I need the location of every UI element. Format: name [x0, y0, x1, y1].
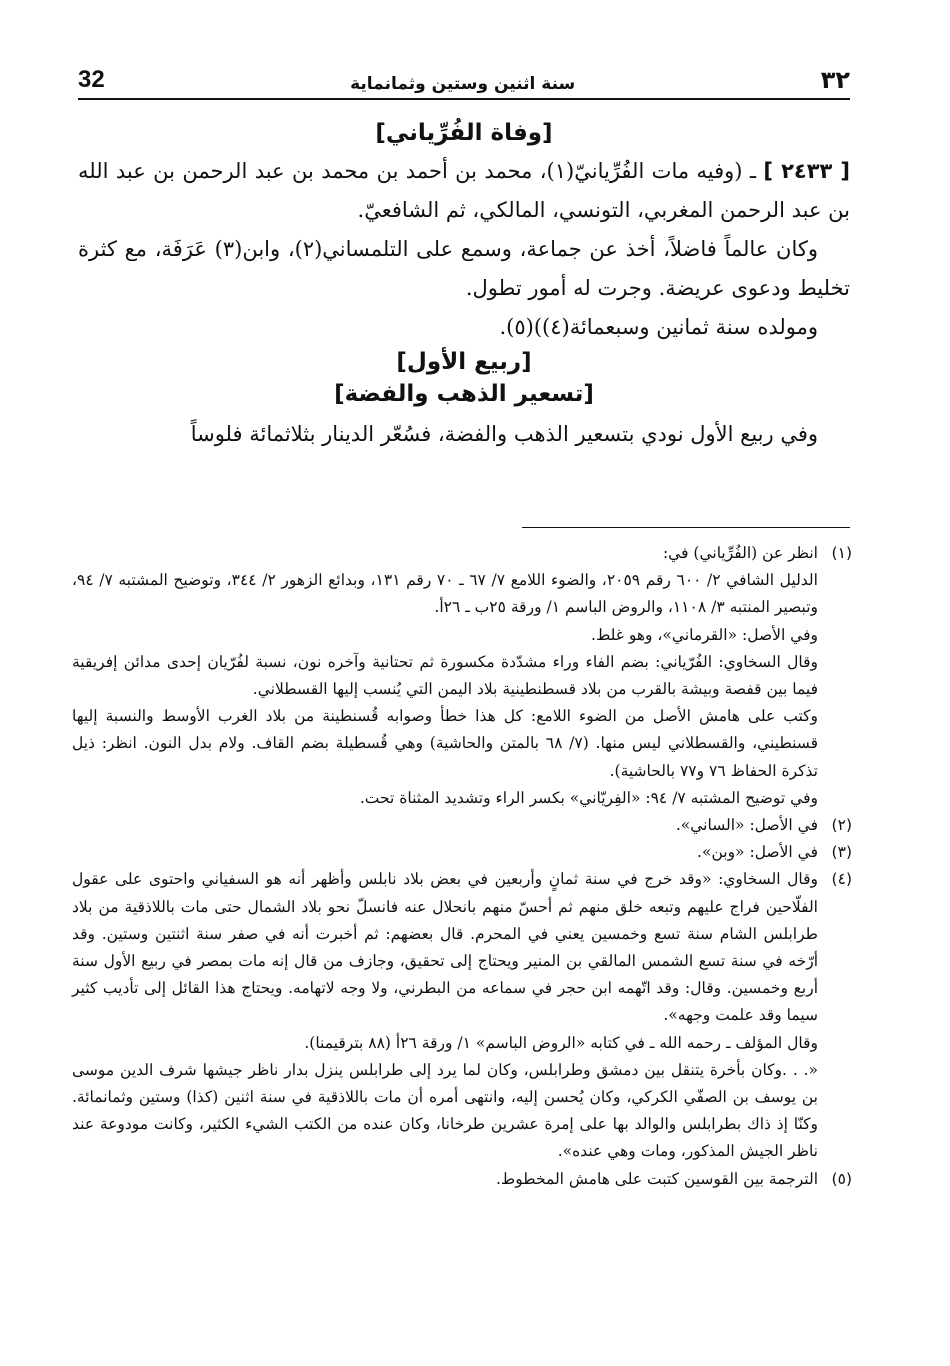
footnote-separator [522, 527, 850, 528]
footnote-line: في الأصل: «وبن». [697, 843, 818, 862]
section-heading-death: [وفاة الفُرِّياني] [375, 120, 553, 146]
page-number-latin: 32 [78, 66, 105, 93]
footnote-number: (٤) [831, 870, 852, 889]
page-number-arabic: ٣٢ [820, 66, 850, 94]
footnote-line: وفي الأصل: «القرماني»، وهو غلط. [591, 625, 818, 644]
footnote-line: وقال السخاوي: «وقد خرج في سنة ثمانٍ وأربعين في بعض بلاد نابلس وأظهر أنه هو السفياني واحتوى على عقول الفلّاحين فراج عليهم وتبعه خلق منهم ثم أحسّ منهم بانحلال عنه فانسلّ نحو بلاد الشمال حتى مات باللاذقية من بلاد طرابلس الشام سنة تسع وخمسين يعني في المحرم. قال بعضهم: ثم أخبرت أنه في صفر سنة اثنتين وستين. وقد أرّخه في سنة تسع الشمس المالقي بن المنير ويحتاج إلى تحقيق، وجازف من قال إنه مات بمصر في ربيع الأول سنة أربع وخمسين. وقال: وقد اتّهمه ابن حجر في سماعه من البطرني، ولا وجه لاتهامه. ويحتاج هذا القائل إلى تأديب كثير سيما وقد علمت وجهه». [72, 870, 818, 1025]
footnote [72, 812, 852, 839]
footnote-line: الدليل الشافي ٢/ ٦٠٠ رقم ٢٠٥٩، والضوء اللامع ٧/ ٦٧ ـ ٧٠ رقم ١٣١، وبدائع الزهور ٢/ ٣٤٤، وتوضيح المشتبه ٧/ ٩٤، وتبصير المنتبه ٣/ ١١٠٨، والروض الباسم ١/ ورقة ٢٥ب ـ ٢٦أ. [72, 571, 818, 617]
section-heading-prices: [تسعير الذهب والفضة] [334, 381, 594, 407]
entry-number: [ ٢٤٣٣ ] [763, 159, 850, 183]
footnote-line: وقال المؤلف ـ رحمه الله ـ في كتابه «الروض الباسم» ١/ ورقة ٢٦أ (٨٨ بترقيمنا). [304, 1033, 818, 1052]
footnote-line: انظر عن (الفُرِّياني) في: [662, 544, 818, 562]
page-header [78, 58, 850, 100]
main-text [78, 120, 850, 454]
entry-text: ـ (وفيه مات الفُرِّيانيّ(١)، محمد بن أحمد بن محمد بن عبد الرحمن بن عبد الله بن عبد الرحمن المغربي، التونسي، المالكي، ثم الشافعيّ. [78, 159, 850, 222]
footnote [72, 866, 852, 1165]
footnote-line: الترجمة بين القوسين كتبت على هامش المخطوط. [496, 1169, 818, 1188]
footnote [72, 540, 852, 812]
footnote [72, 839, 852, 866]
entry-paragraph [78, 152, 850, 230]
footnote-line: وكتب على هامش الأصل من الضوء اللامع: كل هذا خطأ وصوابه قُسنطينة من بلاد الغرب الأوسط والنسبة إليها قسنطيني، والقسطلاني ليس منها. (٧/ ٦٨ بالمتن والحاشية) وهي قُسطيلة بضم القاف. ولام بدل النون. انظر: ذيل تذكرة الحفاظ ٧٦ و٧٧ بالحاشية). [72, 707, 819, 780]
paragraph-3: ومولده سنة ثمانين وسبعمائة(٤))(٥). [499, 315, 818, 339]
footnote-body [72, 866, 818, 1165]
running-title: سنة اثنين وستين وثمانماية [350, 74, 576, 94]
footnote-line: وقال السخاوي: الفُرّياني: بضم الفاء وراء مشدّدة مكسورة ثم تحتانية وآخره نون، نسبة لفُرّيان إحدى مدائن إفريقية فيما بين قفصة وبيشة بالقرب من بلاد قسطنطينية بلاد اليمن التي يُنسب إليها القسطلاني. [72, 652, 818, 699]
footnote-line: وفي توضيح المشتبه ٧/ ٩٤: «الفِريّاني» بكسر الراء وتشديد المثناة تحت. [359, 788, 818, 807]
footnote-body [72, 812, 818, 839]
footnote-body [72, 540, 818, 812]
footnote-line: «. . .وكان بأخرة يتنقل بين دمشق وطرابلس، وكان لما يرد إلى طرابلس ينزل بدار ناظر جيشها شرف الدين موسى بن يوسف بن الصفّي الكركي، وكان يُحسن إليه، وانتهى أمره أن مات باللاذقية في سنة اثنين (كذا) وستين وثمانمائة. وكنّا إذ ذاك بطرابلس والوالد بها على إمرة عشرين طرخانا، وكان عنده من الكتب الشيء الكثير، وكانت مودوعة عند ناظر الجيش المذكور، ومات وهي عنده». [72, 1060, 818, 1161]
footnote-number: (٣) [831, 843, 852, 862]
footnote-body [72, 839, 818, 866]
section-heading-month: [ربيع الأول] [396, 349, 532, 375]
footnote-number: (٢) [831, 816, 852, 835]
footnote-line: في الأصل: «الساني». [675, 816, 818, 835]
footnote-body [72, 1166, 818, 1193]
paragraph-4: وفي ربيع الأول نودي بتسعير الذهب والفضة، فسُعّر الدينار بثلاثمائة فلوساً [190, 422, 818, 446]
footnote [72, 1166, 852, 1193]
footnote-number: (١) [831, 544, 852, 562]
footnote-number: (٥) [831, 1169, 852, 1188]
footnotes [72, 540, 852, 1193]
paragraph-2: وكان عالماً فاضلاً، أخذ عن جماعة، وسمع على التلمساني(٢)، وابن(٣) عَرَفَة، مع كثرة تخليط ودعوى عريضة. وجرت له أمور تطول. [78, 237, 850, 300]
